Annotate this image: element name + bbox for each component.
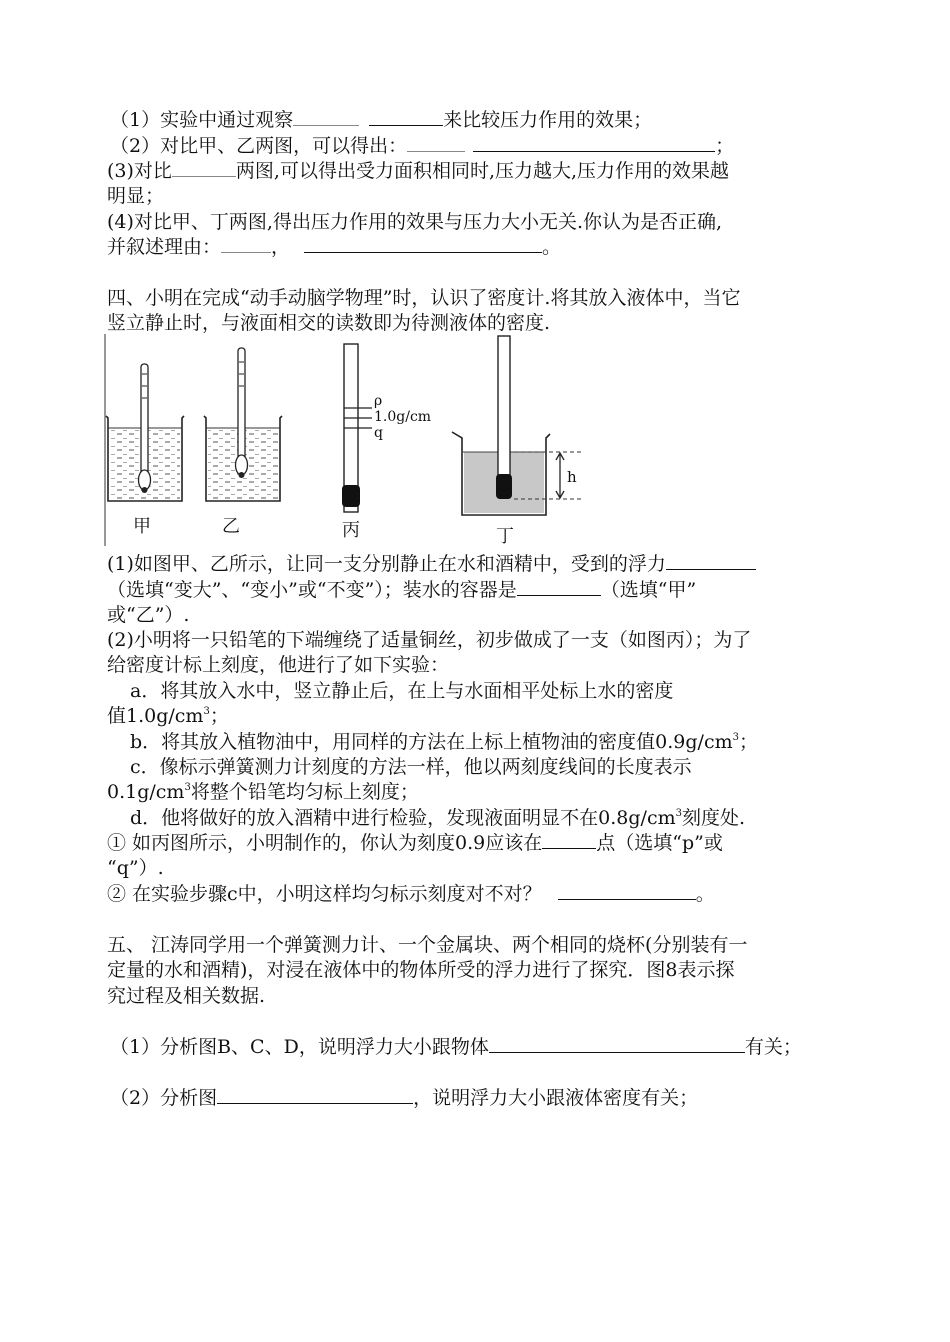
s4-q2-d1-end: 刻度处. [681,807,746,829]
s4-q1-line2 [107,577,696,603]
s4-q1-text: (1)如图甲、乙所示，让同一支分别静止在水和酒精中，受到的浮力 [107,553,666,575]
s3-q3-blank[interactable] [172,158,236,177]
label-yi: 乙 [222,516,240,537]
s4-intro-line1: 四、小明在完成“动手动脑学物理”时，认识了密度计.将其放入液体中，当它 [107,287,741,309]
s3-q2-text-end: ； [715,135,735,157]
s5-intro-line3: 究过程及相关数据. [107,985,266,1007]
beaker-yi [204,348,282,537]
s5-q1-blank[interactable] [489,1034,745,1053]
s5-q2-text: （2）分析图 [110,1087,218,1109]
s5-q1-end: 有关； [744,1036,802,1058]
s4-q1-text-3: （选填“甲” [600,579,697,601]
s3-q4-end: 。 [542,236,562,258]
s4-q1-line1 [107,551,756,577]
s3-q1 [110,107,652,133]
s4-intro-line2: 竖立静止时，与液面相交的读数即为待测液体的密度. [107,312,551,334]
s3-q2 [110,133,734,159]
mark-q: q [374,425,383,441]
s4-q2-c2-end: 将整个铅笔均匀标上刻度； [190,781,419,803]
s4-q2-step-a-line2 [107,703,229,729]
beaker-jia [106,364,184,537]
sup-3: 3 [184,782,191,793]
s4-q1-blank-1[interactable] [666,551,756,570]
s3-q4-blank-2[interactable] [304,234,542,253]
s4-q2-d1-text: d．他将做好的放入酒精中进行检验，发现液面明显不在0.8g/cm [130,807,676,829]
mark-p: ρ [374,393,383,409]
s4-sub1-text: ① 如丙图所示，小明制作的，你认为刻度0.9应该在 [107,832,543,854]
s3-q1-text-end: 来比较压力作用的效果； [443,109,653,131]
s4-sub1-text-2: 点（选填“p”或 [596,832,723,854]
s4-q1-blank-2[interactable] [517,577,601,596]
s4-q2-step-c-line2 [107,779,419,805]
label-ding: 丁 [496,526,514,546]
s4-q2-c2-text: 0.1g/cm [107,781,185,803]
s4-q2-step-c-line1: c．像标示弹簧测力计刻度的方法一样，他以两刻度线间的长度表示 [130,756,692,778]
s4-sub2 [107,881,715,907]
s5-intro-line1: 五、 江涛同学用一个弹簧测力计、一个金属块、两个相同的烧杯(分别装有一 [107,934,748,956]
s4-q2-step-a-line1: a．将其放入水中，竖立静止后，在上与水面相平处标上水的密度 [130,680,674,702]
sup-3: 3 [675,808,682,819]
s3-q3-text-rest: 两图,可以得出受力面积相同时,压力越大,压力作用的效果越 [235,160,730,182]
hydrometer-ding [498,336,510,486]
s4-sub2-blank[interactable] [558,881,696,900]
s4-q1-line3: 或“乙”）. [107,604,190,626]
hydrometer-figure [104,334,584,546]
mark-1-0: 1.0g/cm [374,409,432,425]
s4-q2-a2-end: ； [209,705,229,727]
sup-3: 3 [732,732,739,743]
hydrometer-jia [141,364,148,482]
beaker-ding [452,336,584,546]
s3-q2-text: （2）对比甲、乙两图，可以得出： [110,135,408,157]
s3-q1-text: （1）实验中通过观察 [110,109,294,131]
pencil-bing [342,344,431,541]
label-jia: 甲 [133,516,151,537]
s5-q1-text: （1）分析图B、C、D，说明浮力大小跟物体 [110,1036,489,1058]
s5-q2 [110,1085,698,1111]
s3-q3-text: (3)对比 [107,160,172,182]
s4-sub1-blank[interactable] [542,830,596,849]
s4-q2-b1-end: ； [738,731,758,753]
s4-sub2-end: 。 [695,883,715,905]
s3-q1-blank-1[interactable] [293,107,359,126]
s4-sub2-text: ② 在实验步骤c中，小明这样均匀标示刻度对不对？ [107,883,542,905]
hydrometer-yi [238,348,245,473]
s5-q1 [110,1034,802,1060]
s4-q2-step-b [130,729,758,755]
s3-q4-blank-1[interactable] [221,234,271,253]
s5-q2-blank[interactable] [217,1085,413,1104]
s4-q1-text-2: （选填“变大”、“变小”或“不变”）；装水的容器是 [107,579,517,601]
s5-intro-line2: 定量的水和酒精)，对浸在液体中的物体所受的浮力进行了探究．图8表示探 [107,959,735,981]
s3-q2-blank-2[interactable] [473,133,715,152]
s4-sub1-line1 [107,830,723,856]
s3-q4-line2 [107,234,561,260]
s4-q2-line1: (2)小明将一只铅笔的下端缠绕了适量铜丝，初步做成了一支（如图丙）；为了 [107,629,752,651]
s3-q4-sep: ， [271,236,291,258]
sup-3: 3 [203,706,210,717]
s4-q2-line2: 给密度计标上刻度，他进行了如下实验： [107,654,450,676]
s4-q2-step-d [130,805,745,831]
mark-h: h [567,468,577,486]
s3-q1-blank-2[interactable] [369,107,443,126]
s3-q4-line1: (4)对比甲、丁两图,得出压力作用的效果与压力大小无关.你认为是否正确, [107,211,723,233]
s3-q3-line2: 明显； [107,185,165,207]
s3-q3 [107,158,729,184]
label-bing: 丙 [342,520,360,541]
s3-q2-blank-1[interactable] [407,133,465,152]
s3-q4-text: 并叙述理由： [107,236,222,258]
s4-sub1-line2: “q”）. [107,857,164,879]
s4-q2-a2-text: 值1.0g/cm [107,705,204,727]
s4-q2-b1-text: b．将其放入植物油中，用同样的方法在上标上植物油的密度值0.9g/cm [130,731,733,753]
s5-q2-end: ，说明浮力大小跟液体密度有关； [413,1087,699,1109]
copper-wire [342,485,360,507]
